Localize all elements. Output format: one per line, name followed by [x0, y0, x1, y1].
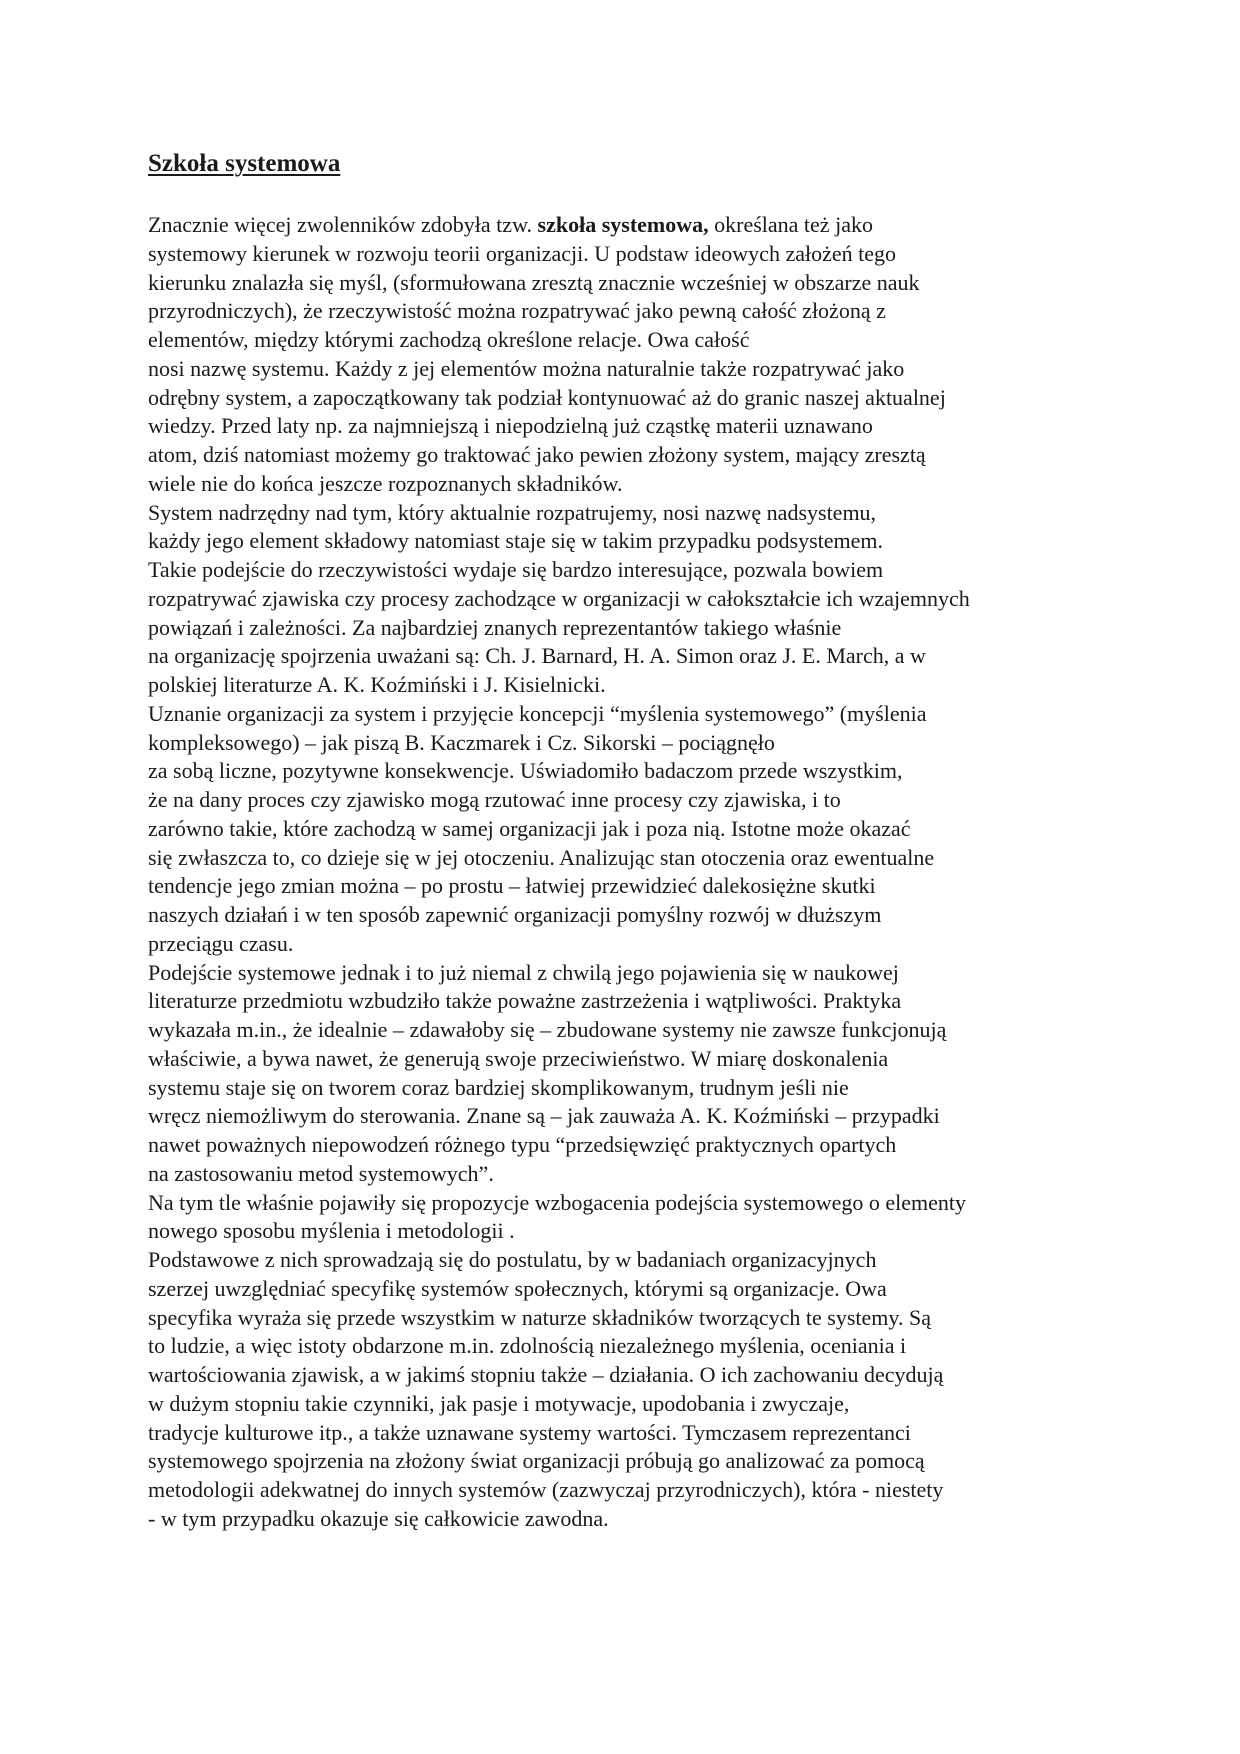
text-line [148, 1045, 1108, 1074]
document-body [148, 211, 1108, 1534]
text-run: polskiej literaturze A. K. Koźmiński i J. Kisielnicki. [148, 672, 606, 697]
text-line [148, 1476, 1108, 1505]
text-run: wartościowania zjawisk, a w jakimś stopniu także – działania. O ich zachowaniu decydują [148, 1362, 944, 1387]
text-run: nosi nazwę systemu. Każdy z jej elementów można naturalnie także rozpatrywać jako [148, 355, 905, 381]
text-line [148, 585, 1108, 614]
text-line [148, 901, 1108, 930]
text-run: wiedzy. Przed laty np. za najmniejszą i niepodzielną już cząstkę materii uznawano [148, 413, 873, 439]
text-run: to ludzie, a więc istoty obdarzone m.in. zdolnością niezależnego myślenia, oceniania i [148, 1333, 907, 1359]
text-run: naszych działań i w ten sposób zapewnić organizacji pomyślny rozwój w dłuższym [148, 902, 882, 927]
text-line [148, 326, 1108, 355]
text-line [148, 1160, 1108, 1189]
text-line [148, 671, 1108, 700]
text-line [148, 1102, 1108, 1131]
text-run: atom, dziś natomiast możemy go traktować jako pewien złożony system, mający zresztą [148, 442, 926, 467]
text-line [148, 297, 1108, 326]
text-run: Na tym tle właśnie pojawiły się propozycje wzbogacenia podejścia systemowego o elementy [148, 1189, 967, 1215]
text-line [148, 700, 1108, 729]
text-line [148, 1275, 1108, 1304]
text-line [148, 412, 1108, 441]
text-line [148, 441, 1108, 470]
text-run: systemowy kierunek w rozwoju teorii organizacji. U podstaw ideowych założeń tego [148, 240, 896, 266]
text-run: przyrodniczych), że rzeczywistość można rozpatrywać jako pewną całość złożoną z [148, 298, 886, 324]
text-run: specyfika wyraża się przede wszystkim w naturze składników tworzących te systemy. Są [148, 1304, 931, 1330]
text-run: System nadrzędny nad tym, który aktualnie rozpatrujemy, nosi nazwę nadsystemu, [148, 499, 877, 525]
text-run: Podstawowe z nich sprowadzają się do postulatu, by w badaniach organizacyjnych [148, 1247, 877, 1272]
text-line [148, 1217, 1108, 1246]
text-run: kierunku znalazła się myśl, (sformułowana zresztą znacznie wcześniej w obszarze nauk [148, 269, 920, 295]
text-run: tendencje jego zmian można – po prostu – łatwiej przewidzieć dalekosiężne skutki [148, 873, 876, 899]
text-run: na zastosowaniu metod systemowych”. [148, 1160, 494, 1186]
text-run: Znacznie więcej zwolenników zdobyła tzw. [148, 212, 538, 237]
bold-term: szkoła systemowa, [537, 212, 709, 237]
text-run: przeciągu czasu. [148, 930, 294, 956]
text-line [148, 959, 1108, 988]
text-run: kompleksowego) – jak piszą B. Kaczmarek i Cz. Sikorski – pociągnęło [148, 729, 775, 755]
text-run: Takie podejście do rzeczywistości wydaje się bardzo interesujące, pozwala bowiem [148, 557, 884, 582]
text-line [148, 757, 1108, 786]
text-line [148, 1505, 1108, 1534]
text-run: za sobą liczne, pozytywne konsekwencje. Uświadomiło badaczom przede wszystkim, [148, 758, 903, 784]
text-line [148, 1390, 1108, 1419]
text-run: Uznanie organizacji za system i przyjęcie koncepcji “myślenia systemowego” (myślenia [148, 700, 927, 726]
text-line [148, 269, 1108, 298]
text-run: wręcz niemożliwym do sterowania. Znane są – jak zauważa A. K. Koźmiński – przypadki [148, 1103, 940, 1129]
text-run: elementów, między którymi zachodzą określone relacje. Owa całość [148, 327, 750, 352]
text-run: powiązań i zależności. Za najbardziej znanych reprezentantów takiego właśnie [148, 614, 842, 640]
text-run: rozpatrywać zjawiska czy procesy zachodzące w organizacji w całokształcie ich wzajemnych [148, 585, 970, 611]
text-run: systemowego spojrzenia na złożony świat organizacji próbują go analizować za pomocą [148, 1448, 925, 1474]
text-line [148, 614, 1108, 643]
text-run: w dużym stopniu takie czynniki, jak pasje i motywacje, upodobania i zwyczaje, [148, 1390, 850, 1416]
text-line [148, 1361, 1108, 1390]
text-run: się zwłaszcza to, co dzieje się w jej otoczeniu. Analizując stan otoczenia oraz ewentualne [148, 844, 935, 870]
text-line [148, 1074, 1108, 1103]
text-run: zarówno takie, które zachodzą w samej organizacji jak i poza nią. Istotne może okazać [148, 815, 911, 841]
text-run: wiele nie do końca jeszcze rozpoznanych składników. [148, 470, 623, 496]
text-line [148, 1189, 1108, 1218]
text-run: na organizację spojrzenia uważani są: Ch. J. Barnard, H. A. Simon oraz J. E. March, a w [148, 643, 926, 669]
text-run: - w tym przypadku okazuje się całkowicie zawodna. [148, 1505, 609, 1531]
text-run: szerzej uwzględniać specyfikę systemów społecznych, którymi są organizacje. Owa [148, 1275, 887, 1301]
text-line [148, 240, 1108, 269]
text-line [148, 527, 1108, 556]
text-run: nawet poważnych niepowodzeń różnego typu “przedsięwzięć praktycznych opartych [148, 1132, 897, 1157]
text-line [148, 499, 1108, 528]
text-line [148, 1419, 1108, 1448]
text-line [148, 844, 1108, 873]
text-run: literaturze przedmiotu wzbudziło także poważne zastrzeżenia i wątpliwości. Praktyka [148, 988, 902, 1014]
text-line [148, 355, 1108, 384]
text-run: właściwie, a bywa nawet, że generują swoje przeciwieństwo. W miarę doskonalenia [148, 1045, 889, 1071]
text-run: Podejście systemowe jednak i to już niemal z chwilą jego pojawienia się w naukowej [148, 959, 899, 985]
text-line [148, 211, 1108, 240]
text-line [148, 987, 1108, 1016]
text-line [148, 786, 1108, 815]
text-line [148, 556, 1108, 585]
text-line [148, 1246, 1108, 1275]
text-line [148, 930, 1108, 959]
text-run: wykazała m.in., że idealnie – zdawałoby się – zbudowane systemy nie zawsze funkcjonują [148, 1017, 947, 1042]
text-line [148, 642, 1108, 671]
text-run: tradycje kulturowe itp., a także uznawane systemy wartości. Tymczasem reprezentanci [148, 1419, 911, 1445]
text-run: odrębny system, a zapoczątkowany tak podział kontynuować aż do granic naszej aktualnej [148, 384, 946, 410]
text-line [148, 1447, 1108, 1476]
text-line [148, 815, 1108, 844]
text-line [148, 1131, 1108, 1160]
document-title: Szkoła systemowa [148, 150, 341, 177]
text-run: metodologii adekwatnej do innych systemów (zazwyczaj przyrodniczych), która - niestety [148, 1477, 944, 1502]
text-line [148, 384, 1108, 413]
text-run: określana też jako [708, 212, 873, 237]
text-run: każdy jego element składowy natomiast staje się w takim przypadku podsystemem. [148, 528, 883, 554]
text-line [148, 1016, 1108, 1045]
text-line [148, 1304, 1108, 1333]
text-run: systemu staje się on tworem coraz bardziej skomplikowanym, trudnym jeśli nie [148, 1074, 849, 1100]
text-line [148, 470, 1108, 499]
text-line [148, 729, 1108, 758]
text-line [148, 1332, 1108, 1361]
text-run: nowego sposobu myślenia i metodologii . [148, 1218, 515, 1244]
text-run: że na dany proces czy zjawisko mogą rzutować inne procesy czy zjawiska, i to [148, 787, 841, 812]
text-line [148, 872, 1108, 901]
